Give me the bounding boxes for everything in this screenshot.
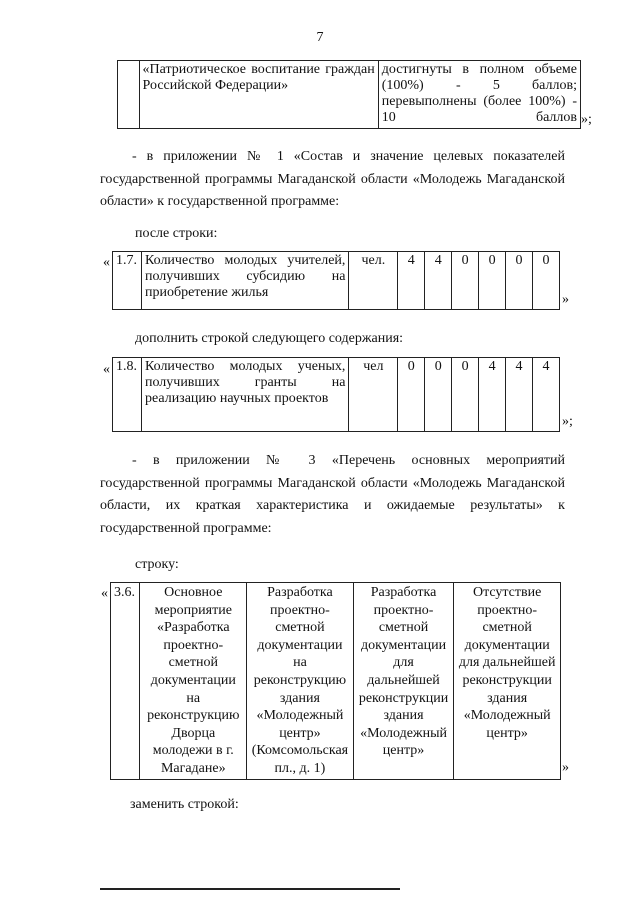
characteristic-cell: Разработка проектно-сметной документации на реконструкцию здания «Молодежный центр» (Комсомольская пл., д. 1): [247, 583, 354, 780]
top-table-right-line: перевыполнены (более 100%) - 10 баллов: [381, 94, 577, 125]
problem-cell: Отсутствие проектно-сметной документации для дальнейшей реконструкции здания «Молодежный центр»: [454, 583, 561, 780]
add-row-label: дополнить строкой следующего содержания:: [135, 331, 404, 346]
top-table: [117, 60, 581, 129]
value-cell: 4: [398, 252, 425, 310]
row-1-7-table: [112, 251, 560, 310]
value-cell: 4: [425, 252, 452, 310]
closing-quote: »;: [562, 414, 573, 429]
after-row-label: после строки:: [135, 226, 218, 241]
unit-cell: чел: [349, 358, 398, 432]
opening-quote: «: [103, 255, 110, 270]
result-cell: Разработка проектно-сметной документации для дальнейшей реконструкции здания «Молодежный центр»: [353, 583, 454, 780]
paragraph-appendix-3: - в приложении № 3 «Перечень основных мероприятий государственной программы Магаданской области «Молодежь Магаданской области, их краткая характеристика и ожидаемые результаты» к государственной программе:: [100, 453, 565, 536]
row-number: 1.8.: [113, 358, 142, 432]
top-table-right-line: достигнуты в полном объеме (100%) - 5 баллов;: [381, 62, 577, 93]
value-cell: 4: [479, 358, 506, 432]
row-number: 3.6.: [111, 583, 140, 780]
indicator-name: Количество молодых учителей, получивших субсидию на приобретение жилья: [141, 252, 348, 310]
row-3-6-table: [110, 582, 561, 780]
value-cell: 4: [533, 358, 560, 432]
unit-cell: чел.: [349, 252, 398, 310]
row-number: 1.7.: [113, 252, 142, 310]
value-cell: 0: [479, 252, 506, 310]
footer-rule: [100, 888, 400, 890]
value-cell: 0: [452, 358, 479, 432]
opening-quote: «: [103, 362, 110, 377]
closing-quote: »: [562, 292, 569, 307]
value-cell: 0: [533, 252, 560, 310]
replace-label: заменить строкой:: [130, 797, 239, 812]
page-number: 7: [316, 30, 324, 45]
measure-cell: Основное мероприятие «Разработка проектно-сметной документации на реконструкцию Дворца молодежи в г. Магадане»: [140, 583, 247, 780]
closing-quote: »;: [581, 112, 592, 127]
paragraph-appendix-1: - в приложении № 1 «Состав и значение целевых показателей государственной программы Магаданской области «Молодежь Магаданской области» к государственной программе:: [100, 149, 565, 209]
value-cell: 0: [506, 252, 533, 310]
value-cell: 0: [452, 252, 479, 310]
row-1-8-table: [112, 357, 560, 432]
value-cell: 0: [398, 358, 425, 432]
closing-quote: »: [562, 760, 569, 775]
top-table-left-cell: «Патриотическое воспитание граждан Российской Федерации»: [139, 61, 378, 129]
value-cell: 0: [425, 358, 452, 432]
top-table-right-cell: [378, 61, 580, 129]
value-cell: 4: [506, 358, 533, 432]
indicator-name: Количество молодых ученых, получивших гранты на реализацию научных проектов: [141, 358, 348, 432]
top-table-empty-cell: [118, 61, 140, 129]
opening-quote: «: [101, 586, 108, 601]
row-label: строку:: [135, 557, 179, 572]
